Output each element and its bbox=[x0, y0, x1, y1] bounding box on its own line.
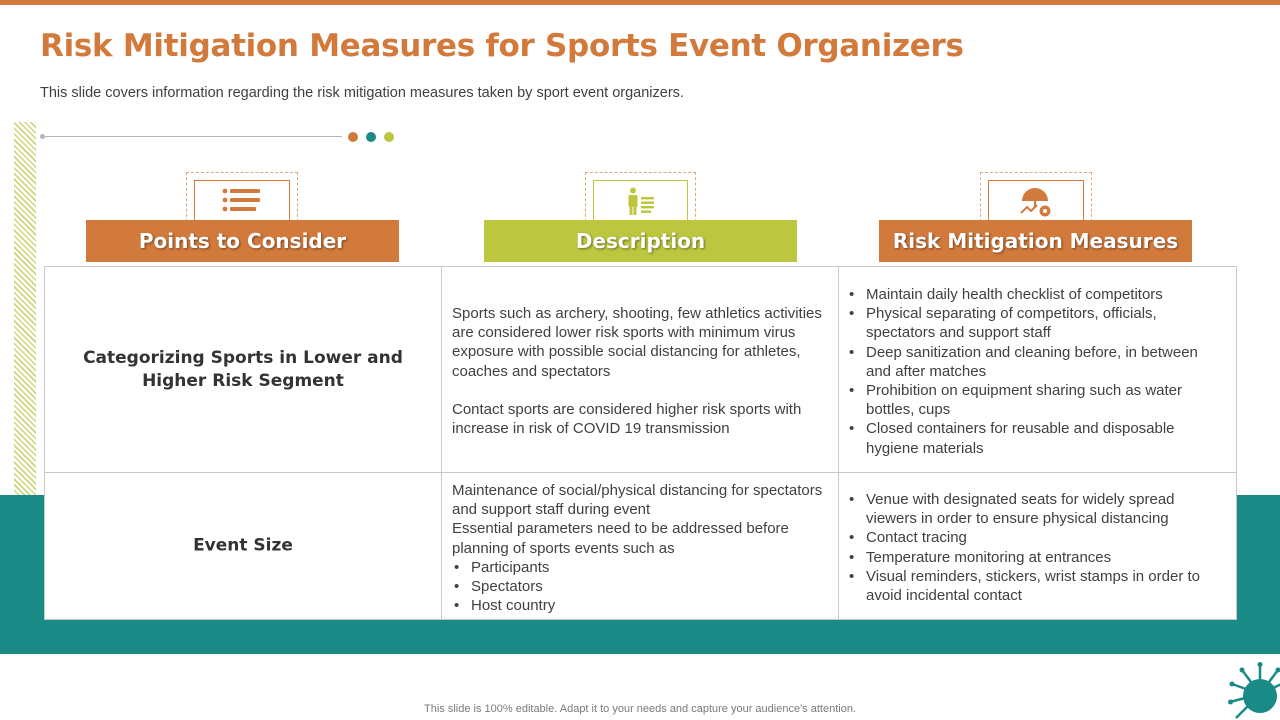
description-paragraph: Contact sports are considered higher risk sports with increase in risk of COVID 19 transmission bbox=[452, 400, 802, 438]
divider-line bbox=[42, 136, 342, 137]
risk-table bbox=[44, 266, 1237, 620]
table-cell-measures bbox=[839, 473, 1236, 619]
table-cell-measures bbox=[839, 267, 1236, 473]
slide-title: Risk Mitigation Measures for Sports Event Organizers bbox=[40, 28, 964, 64]
footer-note: This slide is 100% editable. Adapt it to your needs and capture your audience's attention. bbox=[424, 703, 856, 715]
virus-icon bbox=[1228, 662, 1280, 720]
table-cell-description bbox=[442, 267, 839, 473]
decorative-stripes bbox=[14, 122, 36, 497]
list-item: • Physical separating of competitors, officials, spectators and support staff bbox=[847, 304, 1226, 342]
table-cell-description bbox=[442, 473, 839, 619]
person-document-icon bbox=[626, 187, 656, 222]
description-paragraph: Essential parameters need to be addressed before planning of sports events such as bbox=[452, 520, 789, 557]
header-description: Description bbox=[484, 220, 797, 262]
list-item: • Host country bbox=[452, 596, 828, 615]
list-item: • Contact tracing bbox=[847, 528, 1226, 547]
list-item: • Maintain daily health checklist of competitors bbox=[847, 285, 1226, 304]
description-text bbox=[452, 304, 828, 438]
top-accent-bar bbox=[0, 0, 1280, 5]
point-label: Categorizing Sports in Lower and Higher Risk Segment bbox=[83, 347, 403, 391]
list-item: • Temperature monitoring at entrances bbox=[847, 548, 1226, 567]
list-item: • Venue with designated seats for widely spread viewers in order to ensure physical distancing bbox=[847, 490, 1226, 528]
table-cell-point bbox=[45, 473, 442, 619]
list-item: • Closed containers for reusable and disposable hygiene materials bbox=[847, 419, 1226, 457]
green-dot bbox=[384, 132, 394, 142]
table-cell-point bbox=[45, 267, 442, 473]
umbrella-gear-icon bbox=[1018, 187, 1054, 224]
description-icon-frame bbox=[585, 172, 696, 222]
description-list bbox=[452, 558, 828, 616]
list-item: • Visual reminders, stickers, wrist stamps in order to avoid incidental contact bbox=[847, 567, 1226, 605]
description-text bbox=[452, 481, 828, 615]
list-item: • Deep sanitization and cleaning before, in between and after matches bbox=[847, 343, 1226, 381]
point-label: Event Size bbox=[193, 535, 293, 556]
list-item: • Prohibition on equipment sharing such as water bottles, cups bbox=[847, 381, 1226, 419]
slide-subtitle: This slide covers information regarding the risk mitigation measures taken by sport event organizers. bbox=[40, 85, 684, 101]
list-item: • Participants bbox=[452, 558, 828, 577]
header-risk-mitigation-measures: Risk Mitigation Measures bbox=[879, 220, 1192, 262]
measures-list bbox=[847, 285, 1226, 458]
measures-list bbox=[847, 490, 1226, 605]
list-icon bbox=[222, 187, 262, 218]
orange-dot bbox=[348, 132, 358, 142]
description-paragraph: Sports such as archery, shooting, few athletics activities are considered lower risk sports with minimum virus exposure with possible social distancing for athletes, coaches and spectators bbox=[452, 305, 822, 380]
list-item: • Spectators bbox=[452, 577, 828, 596]
description-paragraph: Maintenance of social/physical distancing for spectators and support staff during event bbox=[452, 482, 823, 519]
points-icon-frame bbox=[186, 172, 298, 222]
header-points-to-consider: Points to Consider bbox=[86, 220, 399, 262]
teal-dot bbox=[366, 132, 376, 142]
mitigation-icon-frame bbox=[980, 172, 1092, 222]
